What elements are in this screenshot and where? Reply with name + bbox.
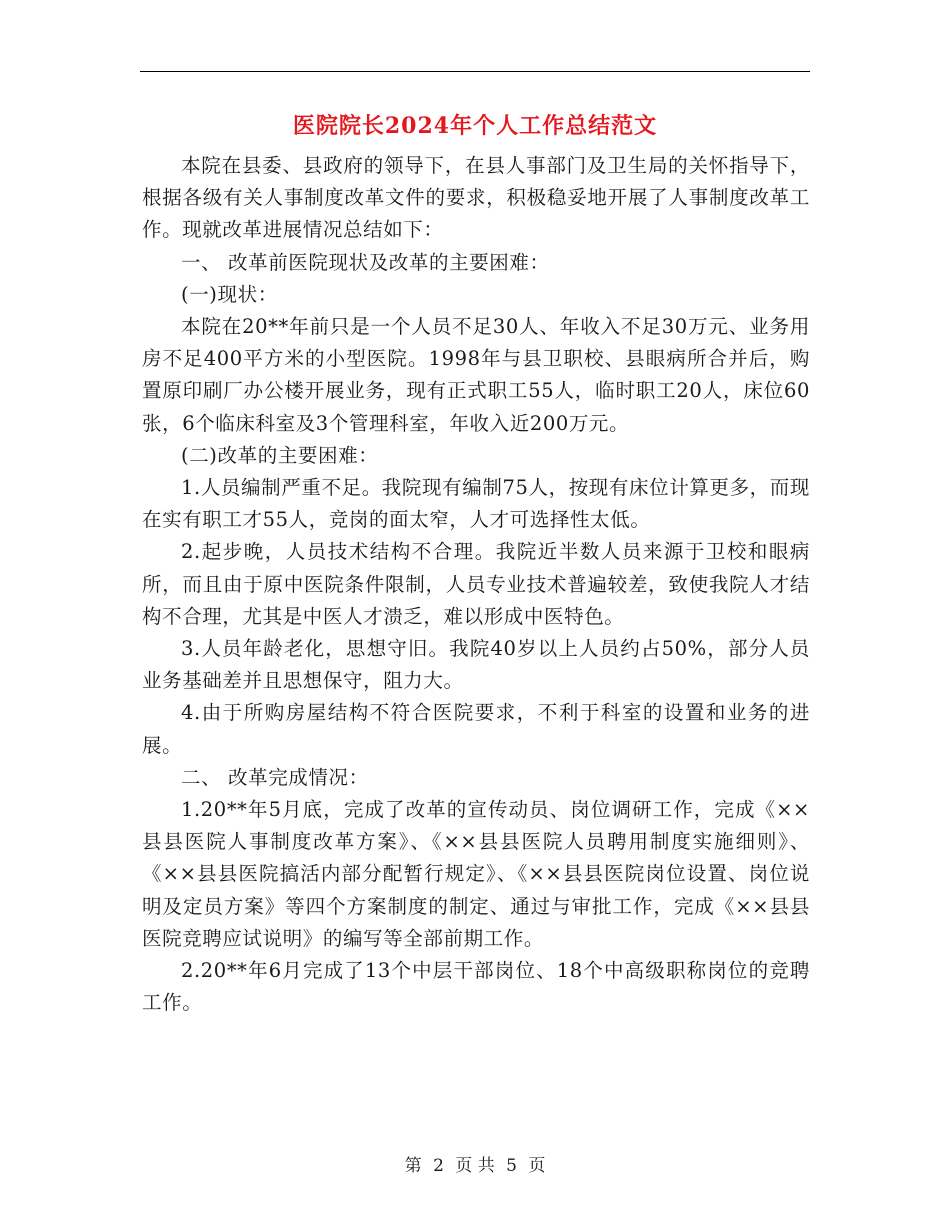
subsection-heading-status: (一)现状： <box>181 282 278 306</box>
footer-middle: 页 共 <box>455 1156 495 1176</box>
footer-prefix: 第 <box>404 1156 422 1176</box>
section-heading-2: 二、 改革完成情况： <box>181 765 369 789</box>
section-heading-1: 一、 改革前医院现状及改革的主要困难： <box>181 250 550 274</box>
footer-page-number: 2 <box>433 1156 444 1176</box>
header-rule <box>140 71 810 72</box>
document-title: 医院院长2024年个人工作总结范文 <box>292 113 658 139</box>
subsection-heading-difficulties: (二)改革的主要困难： <box>181 443 379 467</box>
paragraph-progress-1: 1.20**年5月底，完成了改革的宣传动员、岗位调研工作，完成《××县县医院人事制度改革方案》、《××县县医院人员聘用制度实施细则》、《××县县医院搞活内部分配暂行规定》、《××县县医院岗位设置、岗位说明及定员方案》等四个方案制度的制定、通过与审批工作，完成《××县县医院竞聘应试说明》的编写等全部前期工作。 <box>142 798 810 950</box>
paragraph-difficulty-4: 4.由于所购房屋结构不符合医院要求，不利于科室的设置和业务的进展。 <box>142 701 810 757</box>
footer-suffix: 页 <box>528 1156 546 1176</box>
footer-total-pages: 5 <box>506 1156 517 1176</box>
paragraph-intro: 本院在县委、县政府的领导下，在县人事部门及卫生局的关怀指导下，根据各级有关人事制度改革文件的要求，积极稳妥地开展了人事制度改革工作。现就改革进展情况总结如下： <box>142 154 810 242</box>
paragraph-difficulty-3: 3.人员年龄老化，思想守旧。我院40岁以上人员约占50%，部分人员业务基础差并且思想保守，阻力大。 <box>142 637 810 693</box>
document-body <box>142 150 810 1019</box>
paragraph-difficulty-1: 1.人员编制严重不足。我院现有编制75人，按现有床位计算更多，而现在实有职工才55人，竞岗的面太窄，人才可选择性太低。 <box>142 476 810 532</box>
paragraph-status: 本院在20**年前只是一个人员不足30人、年收入不足30万元、业务用房不足400平方米的小型医院。1998年与县卫职校、县眼病所合并后，购置原印刷厂办公楼开展业务，现有正式职工55人，临时职工20人，床位60张，6个临床科室及3个管理科室，年收入近200万元。 <box>142 315 810 435</box>
page-footer <box>0 1154 950 1178</box>
paragraph-progress-2: 2.20**年6月完成了13个中层干部岗位、18个中高级职称岗位的竞聘工作。 <box>142 959 810 1015</box>
paragraph-difficulty-2: 2.起步晚，人员技术结构不合理。我院近半数人员来源于卫校和眼病所，而且由于原中医院条件限制，人员专业技术普遍较差，致使我院人才结构不合理，尤其是中医人才溃乏，难以形成中医特色。 <box>142 540 810 628</box>
